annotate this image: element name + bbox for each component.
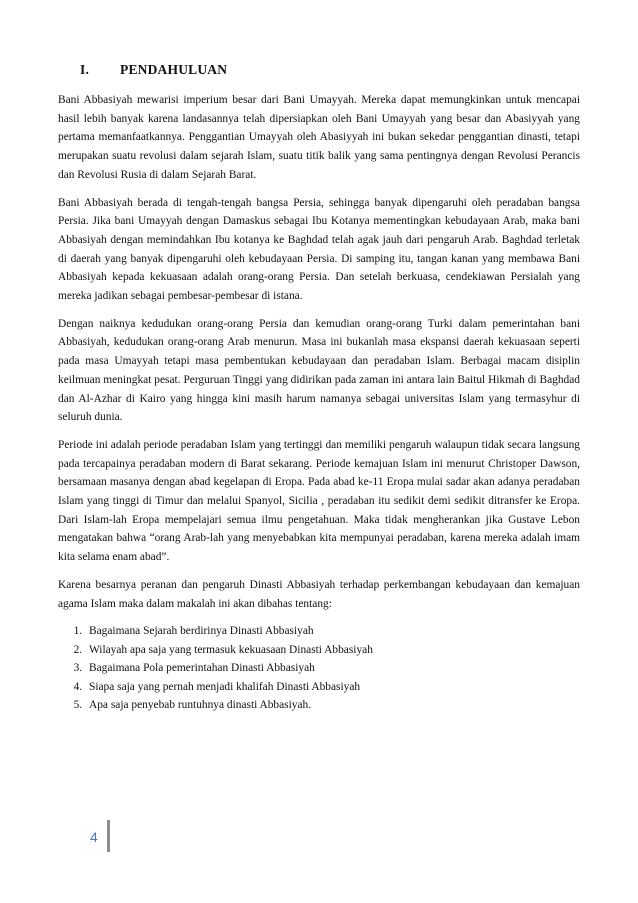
footer-divider <box>107 820 110 852</box>
list-item: 2. Wilayah apa saja yang termasuk kekuasaan Dinasti Abbasiyah <box>85 641 580 660</box>
paragraph: Karena besarnya peranan dan pengaruh Dinasti Abbasiyah terhadap perkembangan kebudayaan dan kemajuan agama Islam maka dalam makalah ini akan dibahas tentang: <box>58 578 580 610</box>
list-item: 1. Bagaimana Sejarah berdirinya Dinasti Abbasiyah <box>85 622 580 641</box>
paragraph: Bani Abbasiyah mewarisi imperium besar dari Bani Umayyah. Mereka dapat memungkinkan untuk mencapai hasil lebih banyak karena landasannya telah dipersiapkan oleh Bani Umayyah yang besar dan Abasiyyah yang pertama memanfaatkannya. Penggantian Umayyah oleh Abasiyyah ini bukan sekedar penggantian dinasti, tetapi merupakan suatu revolusi dalam sejarah Islam, suatu titik balik yang sama pentingnya dengan Revolusi Perancis dan Revolusi Rusia di dalam Sejarah Barat. <box>58 94 580 181</box>
paragraph: Bani Abbasiyah berada di tengah-tengah bangsa Persia, sehingga banyak dipengaruhi oleh peradaban bangsa Persia. Jika bani Umayyah dengan Damaskus sebagai Ibu Kotanya mementingkan kebudayaan Arab, maka bani Abbasiyah dengan memindahkan Ibu kotanya ke Baghdad telah agak jauh dari pengaruh Arab. Baghdad terletak di daerah yang banyak dipengaruhi oleh kebudayaan Persia. Di samping itu, tangan kanan yang membawa Bani Abbasiyah kepada kekuasaan adalah orang-orang Persia. Dan setelah berkuasa, cendekiawan Persialah yang mereka jadikan sebagai pembesar-pembesar di istana. <box>58 196 580 303</box>
page-number: 4 <box>90 829 98 845</box>
section-heading <box>80 62 227 78</box>
section-title: PENDAHULUAN <box>120 62 228 77</box>
page-footer <box>60 820 112 852</box>
paragraph: Dengan naiknya kedudukan orang-orang Persia dan kemudian orang-orang Turki dalam pemerintahan bani Abbasiyah, kedudukan orang-orang Arab menurun. Masa ini bukanlah masa ekspansi daerah kekuasaan seperti pada masa Umayyah tetapi masa pembentukan kebudayaan dan peradaban Islam. Berbagai macam disiplin keilmuan meningkat pesat. Perguruan Tinggi yang didirikan pada zaman ini antara lain Baitul Hikmah di Baghdad dan Al-Azhar di Kairo yang hingga kini masih harum namanya sebagai universitas Islam yang termasyhur di seluruh dunia. <box>58 317 580 424</box>
body-content <box>58 91 580 715</box>
section-number: I. <box>80 62 90 77</box>
list-item: 3. Bagaimana Pola pemerintahan Dinasti Abbasiyah <box>85 659 580 678</box>
list-item: 4. Siapa saja yang pernah menjadi khalifah Dinasti Abbasiyah <box>85 678 580 697</box>
topic-list <box>58 622 580 715</box>
paragraph: Periode ini adalah periode peradaban Islam yang tertinggi dan memiliki pengaruh walaupun tidak secara langsung pada tercapainya peradaban modern di Barat sekarang. Periode kemajuan Islam ini menurut Christoper Dawson, bersamaan masanya dengan abad kegelapan di Eropa. Pada abad ke-11 Eropa mulai sadar akan adanya peradaban Islam yang tinggi di Timur dan melalui Spanyol, Sicilia , peradaban itu sedikit demi sedikit ditransfer ke Eropa. Dari Islam-lah Eropa mempelajari semua ilmu pengetahuan. Maka tidak mengherankan jika Gustave Lebon mengatakan bahwa “orang Arab-lah yang menyebabkan kita mempunyai peradaban, karena mereka adalah imam kita selama enam abad”. <box>58 438 580 564</box>
list-item: 5. Apa saja penyebab runtuhnya dinasti Abbasiyah. <box>85 696 580 715</box>
